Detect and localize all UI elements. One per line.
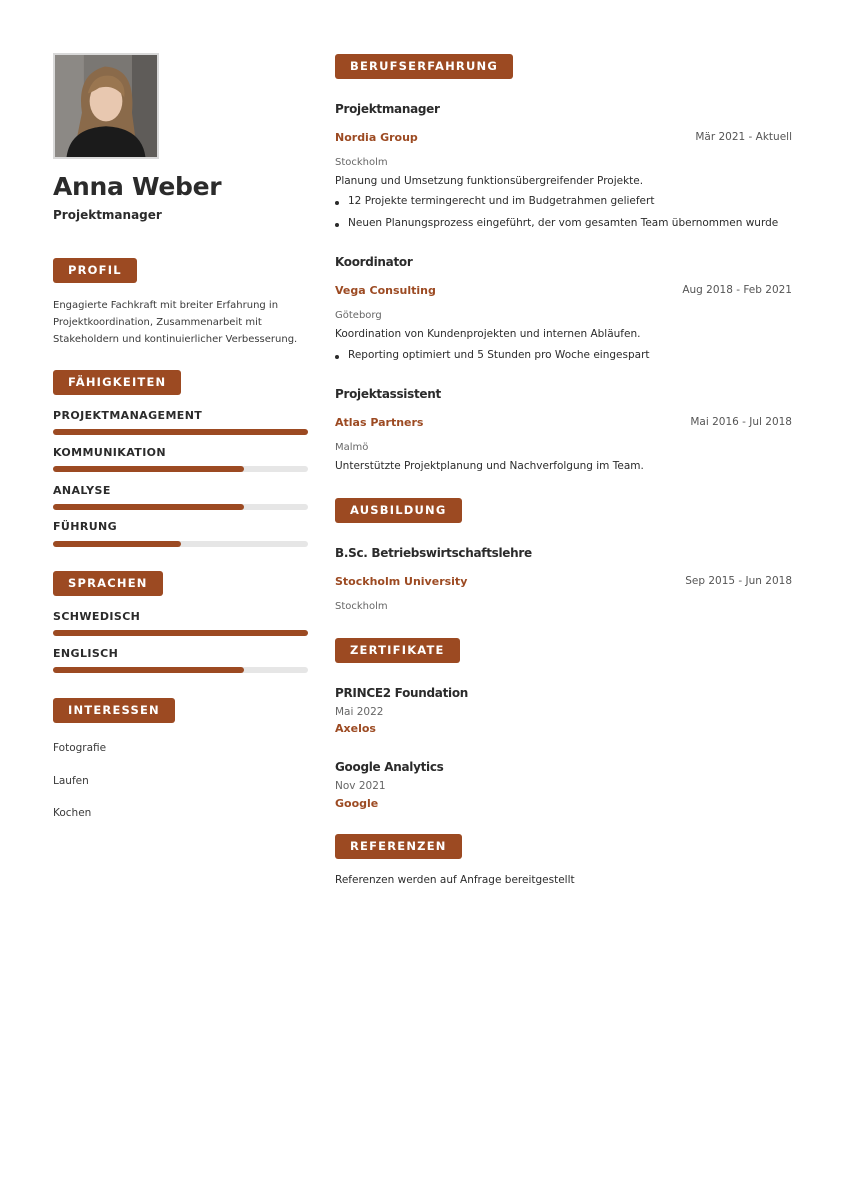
skill-name: ANALYSE [53, 484, 111, 497]
job-title: Koordinator [335, 255, 413, 269]
job-city: Malmö [335, 442, 369, 453]
references-text: Referenzen werden auf Anfrage bereitgestellt [335, 874, 575, 886]
profile-photo [53, 53, 159, 159]
education-heading: AUSBILDUNG [335, 498, 462, 523]
interest-item: Fotografie [53, 742, 107, 754]
job-description: Planung und Umsetzung funktionsübergreifender Projekte. [335, 175, 644, 187]
candidate-name: Anna Weber [53, 172, 222, 201]
interest-item: Laufen [53, 775, 89, 787]
language-bar-fill [53, 667, 244, 673]
skill-bar-fill [53, 541, 181, 547]
certificate-issuer: Google [335, 797, 379, 810]
job-description: Koordination von Kundenprojekten und internen Abläufen. [335, 328, 641, 340]
skill-bar [53, 504, 308, 510]
education-dates: Sep 2015 - Jun 2018 [685, 575, 792, 587]
certificate-name: PRINCE2 Foundation [335, 686, 469, 700]
languages-heading: SPRACHEN [53, 571, 163, 596]
job-bullet: Reporting optimiert und 5 Stunden pro Woche eingespart [348, 349, 650, 361]
interests-heading: INTERESSEN [53, 698, 175, 723]
certificate-name: Google Analytics [335, 760, 444, 774]
candidate-role: Projektmanager [53, 208, 162, 222]
job-city: Stockholm [335, 157, 388, 168]
skill-bar-fill [53, 504, 244, 510]
job-company: Nordia Group [335, 131, 418, 144]
interest-item: Kochen [53, 807, 92, 819]
references-heading: REFERENZEN [335, 834, 462, 859]
education-school: Stockholm University [335, 575, 468, 588]
job-dates: Mär 2021 - Aktuell [695, 131, 792, 143]
skill-name: KOMMUNIKATION [53, 446, 167, 459]
skill-name: PROJEKTMANAGEMENT [53, 409, 203, 422]
job-city: Göteborg [335, 310, 382, 321]
profile-text: Engagierte Fachkraft mit breiter Erfahrung in Projektkoordination, Zusammenarbeit mit Stakeholdern und kontinuierlicher Verbesserung. [53, 300, 298, 345]
skill-bar-fill [53, 429, 308, 435]
certificate-date: Nov 2021 [335, 780, 386, 792]
certificates-heading: ZERTIFIKATE [335, 638, 460, 663]
language-bar [53, 667, 308, 673]
education-degree: B.Sc. Betriebswirtschaftslehre [335, 546, 532, 560]
language-bar [53, 630, 308, 636]
job-dates: Aug 2018 - Feb 2021 [682, 284, 792, 296]
skill-bar [53, 466, 308, 472]
job-title: Projektassistent [335, 387, 441, 401]
certificate-issuer: Axelos [335, 722, 376, 735]
skill-bar [53, 541, 308, 547]
experience-heading: BERUFSERFAHRUNG [335, 54, 513, 79]
language-name: SCHWEDISCH [53, 610, 141, 623]
job-company: Atlas Partners [335, 416, 424, 429]
skills-heading: FÄHIGKEITEN [53, 370, 181, 395]
education-city: Stockholm [335, 601, 388, 612]
job-bullet: Neuen Planungsprozess eingeführt, der vom gesamten Team übernommen wurde [348, 217, 779, 229]
job-title: Projektmanager [335, 102, 440, 116]
certificate-date: Mai 2022 [335, 706, 384, 718]
job-company: Vega Consulting [335, 284, 436, 297]
job-dates: Mai 2016 - Jul 2018 [690, 416, 792, 428]
profile-heading: PROFIL [53, 258, 137, 283]
person-photo-icon [55, 55, 157, 157]
language-name: ENGLISCH [53, 647, 119, 660]
skill-bar-fill [53, 466, 244, 472]
job-bullet: 12 Projekte termingerecht und im Budgetrahmen geliefert [348, 195, 655, 207]
job-description: Unterstützte Projektplanung und Nachverfolgung im Team. [335, 460, 644, 472]
skill-bar [53, 429, 308, 435]
language-bar-fill [53, 630, 308, 636]
skill-name: FÜHRUNG [53, 520, 118, 533]
